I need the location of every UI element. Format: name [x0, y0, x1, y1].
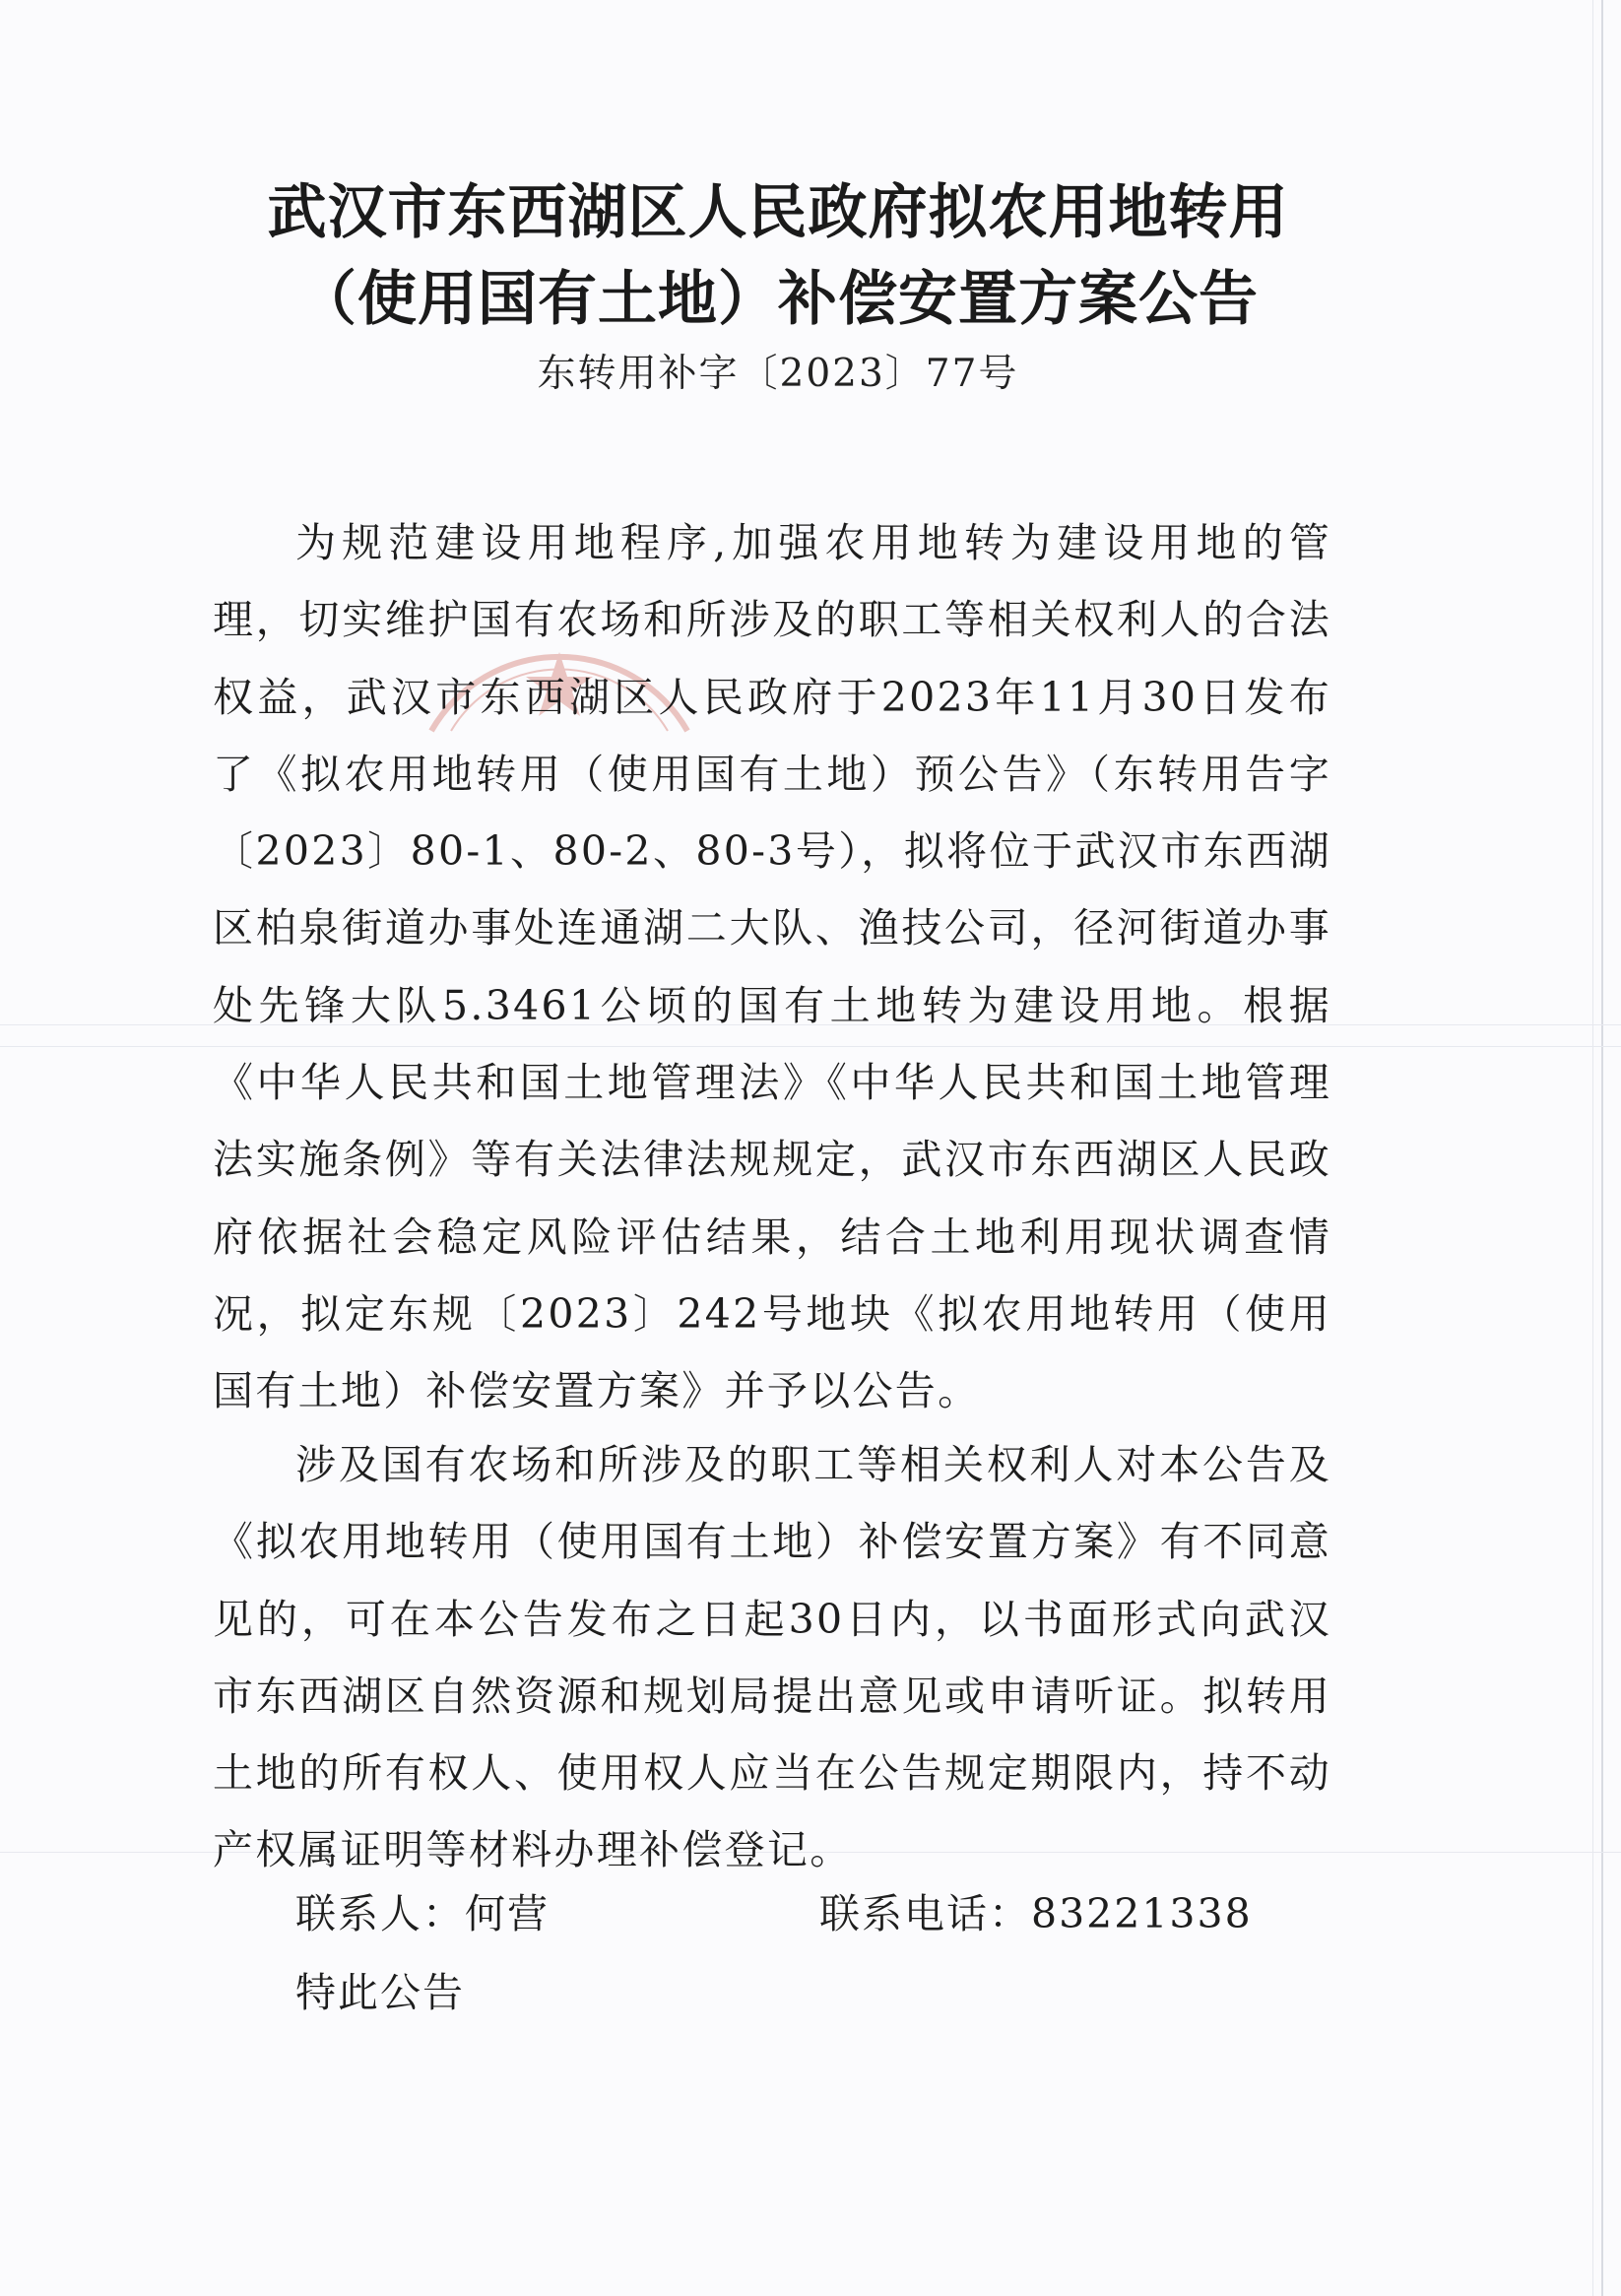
closing-statement: 特此公告: [295, 1969, 465, 2016]
contact-phone: 联系电话：83221338: [819, 1890, 1253, 1937]
body-paragraph: 为规范建设用地程序,加强农用地转为建设用地的管理，切实维护国有农场和所涉及的职工等相关权利人的合法权益，武汉市东西湖区人民政府于2023年11月30日发布了《拟农用地转用（使用国有土地）预公告》（东转用告字〔2023〕80-1、80-2、80-3号），拟将位于武汉市东西湖区柏泉街道办事处连通湖二大队、渔技公司，径河街道办事处先锋大队5.3461公顷的国有土地转为建设用地。根据《中华人民共和国土地管理法》《中华人民共和国土地管理法实施条例》等有关法律法规规定，武汉市东西湖区人民政府依据社会稳定风险评估结果，结合土地利用现状调查情况，拟定东规〔2023〕242号地块《拟农用地转用（使用国有土地）补偿安置方案》并予以公告。: [213, 519, 1331, 1415]
body-paragraph: 涉及国有农场和所涉及的职工等相关权利人对本公告及《拟农用地转用（使用国有土地）补偿安置方案》有不同意见的，可在本公告发布之日起30日内，以书面形式向武汉市东西湖区自然资源和规划局提出意见或申请听证。拟转用土地的所有权人、使用权人应当在公告规定期限内，持不动产权属证明等材料办理补偿登记。: [213, 1441, 1331, 1874]
contact-person: 联系人：何营: [295, 1890, 550, 1937]
document-number: 东转用补字〔2023〕77号: [537, 352, 1019, 396]
page-title: 武汉市东西湖区人民政府拟农用地转用: [267, 178, 1289, 247]
scan-edge: [1601, 0, 1603, 2296]
page-title-line2: （使用国有土地）补偿安置方案公告: [297, 265, 1259, 334]
scan-edge: [1592, 0, 1593, 2296]
